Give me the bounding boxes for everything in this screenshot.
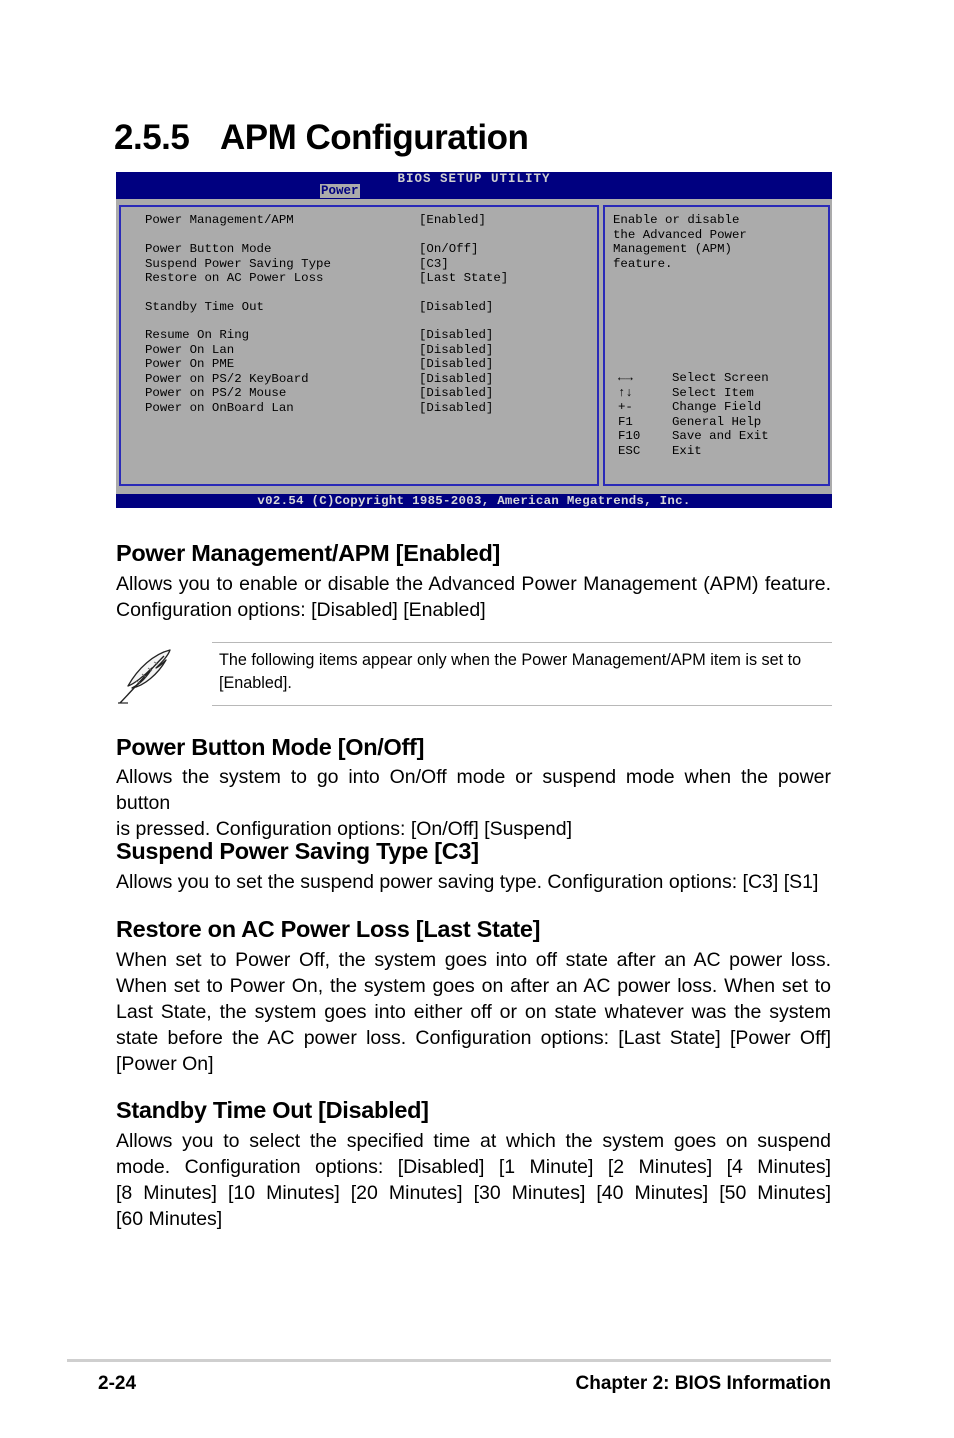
note-text: The following items appear only when the Power Management/APM item is set to [Enabled]. [219, 651, 802, 692]
note-bottom-rule [212, 705, 832, 706]
paragraph-line: state before the AC power loss. Configuration options: [Last State] [Power Off] [116, 1027, 831, 1049]
paragraph-line: Configuration options: [Disabled] [Enabled] [116, 599, 486, 621]
paragraph-standby-time-out [116, 1128, 831, 1232]
bios-item-label: Power On PME [145, 357, 235, 371]
section-number: 2.5.5 [114, 118, 190, 157]
paragraph-line: mode. Configuration options: [Disabled] [1 Minute] [2 Minutes] [4 Minutes] [116, 1156, 831, 1178]
paragraph-line: Allows you to enable or disable the Advanced Power Management (APM) feature. [116, 573, 831, 595]
paragraph-suspend-power-saving-type [116, 869, 831, 895]
bios-item-label: Power Management/APM [145, 213, 294, 227]
bios-item-value: [Enabled] [419, 213, 486, 227]
bios-item-value: [Disabled] [419, 342, 494, 357]
paragraph-line: When set to Power Off, the system goes into off state after an AC power loss. [116, 949, 831, 971]
key-esc: ESC [618, 443, 641, 458]
paragraph-line: When set to Power On, the system goes on after an AC power loss. When set to [116, 975, 831, 997]
bios-item-label: Restore on AC Power Loss [145, 271, 324, 285]
paragraph-line: Allows you to set the suspend power saving type. Configuration options: [C3] [S1] [116, 871, 819, 893]
heading-power-button-mode: Power Button Mode [On/Off] [116, 734, 425, 760]
paragraph-line: [Power On] [116, 1053, 214, 1075]
bios-item-label: Suspend Power Saving Type [145, 256, 331, 271]
paragraph-line: Allows you to select the specified time at which the system goes on suspend [116, 1130, 831, 1152]
bios-item-label: Power On Lan [145, 342, 235, 357]
bios-item-value: [Last State] [419, 271, 509, 285]
paragraph-line: [8 Minutes] [10 Minutes] [20 Minutes] [30 Minutes] [40 Minutes] [50 Minutes] [116, 1182, 831, 1204]
bios-item-value: [Disabled] [419, 371, 494, 386]
bios-item-label: Power on OnBoard Lan [145, 400, 294, 415]
bios-screenshot [116, 172, 832, 508]
note-top-rule [212, 642, 832, 643]
chapter-title: Chapter 2: BIOS Information [575, 1373, 831, 1394]
bios-help-panel [603, 205, 830, 486]
heading-restore-on-ac-power-loss: Restore on AC Power Loss [Last State] [116, 916, 541, 942]
key-description: General Help [672, 414, 762, 429]
bios-header [116, 172, 832, 199]
paragraph-line: [60 Minutes] [116, 1208, 223, 1230]
paragraph-restore-on-ac-power-loss [116, 947, 831, 1077]
paragraph-line: Last State, the system goes into either off or on state whatever was the system [116, 1001, 831, 1023]
paragraph-line: is pressed. Configuration options: [On/Off] [Suspend] [116, 818, 572, 840]
bios-item-value: [Disabled] [419, 400, 494, 415]
section-title [114, 118, 528, 158]
help-text-line: Management (APM) [613, 242, 732, 256]
page-number: 2-24 [98, 1373, 137, 1394]
key-f1: F1 [618, 414, 633, 429]
key-plus-minus: +- [618, 400, 633, 414]
help-text-line: feature. [613, 256, 673, 271]
heading-standby-time-out: Standby Time Out [Disabled] [116, 1097, 429, 1123]
up-down-arrow-icon: ↑↓ [618, 385, 633, 400]
bios-settings-panel [119, 205, 599, 486]
bios-item-label: Standby Time Out [145, 300, 264, 314]
bios-item-value: [On/Off] [419, 242, 479, 256]
bios-item-value: [Disabled] [419, 328, 494, 342]
bios-item-label: Power Button Mode [145, 242, 272, 256]
bios-item-label: Power on PS/2 KeyBoard [145, 371, 309, 386]
paragraph-line: Allows the system to go into On/Off mode or suspend mode when the power button [116, 766, 831, 814]
help-text-line: Enable or disable [613, 213, 740, 227]
bios-item-value: [C3] [419, 256, 449, 271]
heading-power-management-apm: Power Management/APM [Enabled] [116, 540, 501, 566]
bios-copyright: v02.54 (C)Copyright 1985-2003, American Megatrends, Inc. [116, 494, 832, 508]
bios-item-label: Resume On Ring [145, 328, 250, 342]
left-right-arrow-icon: ←→ [618, 371, 633, 385]
feather-pen-icon [114, 646, 174, 706]
heading-suspend-power-saving-type: Suspend Power Saving Type [C3] [116, 838, 479, 864]
bios-item-value: [Disabled] [419, 386, 494, 400]
help-text-line: the Advanced Power [613, 227, 747, 242]
key-description: Save and Exit [672, 429, 769, 443]
bios-item-value: [Disabled] [419, 300, 494, 314]
key-description: Select Screen [672, 371, 769, 385]
paragraph-power-management-apm [116, 571, 831, 623]
section-title-text: APM Configuration [220, 118, 529, 157]
key-description: Exit [672, 443, 702, 458]
key-description: Change Field [672, 400, 762, 414]
footer-rule [67, 1359, 831, 1362]
bios-item-value: [Disabled] [419, 357, 494, 371]
bios-tab-power[interactable]: Power [321, 184, 359, 198]
key-description: Select Item [672, 385, 754, 400]
paragraph-power-button-mode [116, 764, 831, 842]
bios-item-label: Power on PS/2 Mouse [145, 386, 287, 400]
key-f10: F10 [618, 429, 641, 443]
bios-title: BIOS SETUP UTILITY [397, 172, 551, 186]
